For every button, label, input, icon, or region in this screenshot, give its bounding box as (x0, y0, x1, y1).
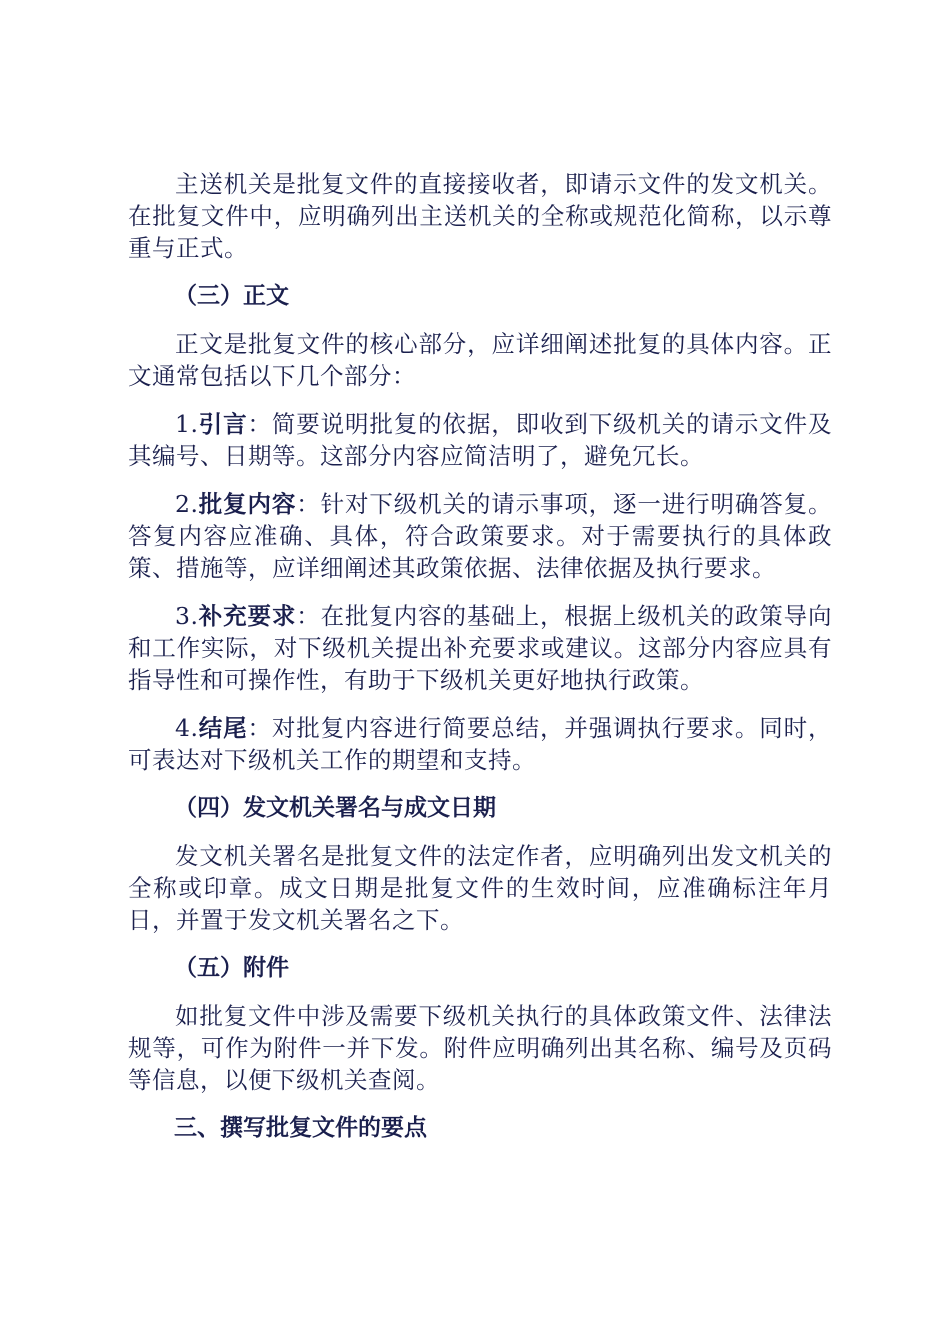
heading-section-three: 三、撰写批复文件的要点 (174, 1115, 427, 1141)
item-text: ：针对下级机关的请示事项，逐一进行明确答复。答复内容应准确、具体，符合政策要求。对于需要执行的具体政策、措施等，应详细阐述其政策依据、法律依据及执行要求。 (128, 490, 833, 582)
item-text: ：对批复内容进行简要总结，并强调执行要求。同时，可表达对下级机关工作的期望和支持。 (128, 714, 833, 774)
list-item-ending (128, 712, 832, 776)
document-page (128, 168, 832, 1160)
heading-signature-date: （四）发文机关署名与成文日期 (174, 795, 496, 821)
paragraph-signature: 发文机关署名是批复文件的法定作者，应明确列出发文机关的全称或印章。成文日期是批复文件的生效时间，应准确标注年月日，并置于发文机关署名之下。 (128, 842, 832, 934)
item-title: 引言 (198, 410, 248, 438)
paragraph-body-intro: 正文是批复文件的核心部分，应详细阐述批复的具体内容。正文通常包括以下几个部分： (128, 330, 832, 390)
item-title: 补充要求 (198, 602, 297, 630)
heading-attachment: （五）附件 (174, 955, 289, 981)
paragraph-attachment: 如批复文件中涉及需要下级机关执行的具体政策文件、法律法规等，可作为附件一并下发。附件应明确列出其名称、编号及页码等信息，以便下级机关查阅。 (128, 1002, 832, 1094)
list-item-reply-content (128, 488, 832, 584)
item-number: 4. (175, 714, 199, 742)
item-text: ：简要说明批复的依据，即收到下级机关的请示文件及其编号、日期等。这部分内容应简洁明了，避免冗长。 (128, 410, 833, 470)
item-title: 结尾 (198, 714, 248, 742)
heading-body: （三）正文 (174, 283, 289, 309)
item-text: ：在批复内容的基础上，根据上级机关的政策导向和工作实际，对下级机关提出补充要求或建议。这部分内容应具有指导性和可操作性，有助于下级机关更好地执行政策。 (128, 602, 833, 694)
list-item-supplementary (128, 600, 832, 696)
item-number: 1. (175, 410, 199, 438)
item-title: 批复内容 (198, 490, 297, 518)
list-item-introduction (128, 408, 832, 472)
item-number: 3. (175, 602, 199, 630)
item-number: 2. (175, 490, 199, 518)
paragraph-main-recipient: 主送机关是批复文件的直接接收者，即请示文件的发文机关。在批复文件中，应明确列出主送机关的全称或规范化简称，以示尊重与正式。 (128, 170, 832, 262)
